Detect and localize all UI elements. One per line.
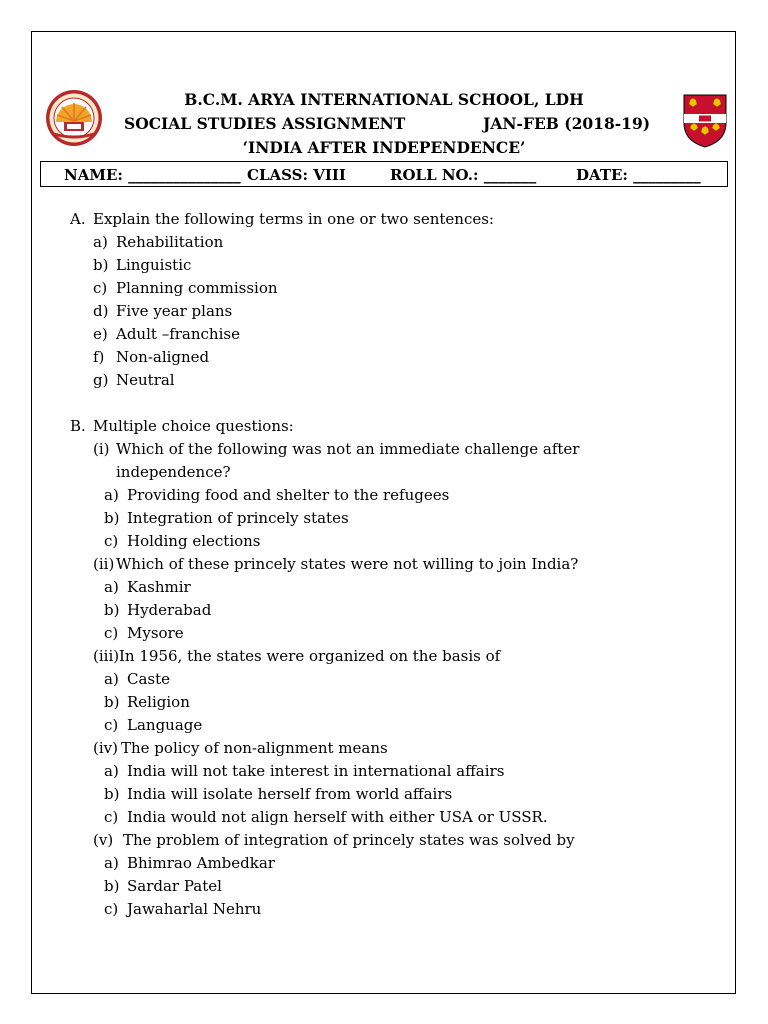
question-number: (i) bbox=[93, 440, 110, 458]
option-text: Hyderabad bbox=[127, 601, 212, 619]
option-text: Language bbox=[127, 716, 203, 734]
option-marker: a) bbox=[104, 578, 119, 596]
section-title: Explain the following terms in one or two sentences: bbox=[93, 210, 494, 228]
option bbox=[104, 808, 548, 826]
question-text: Which of these princely states were not willing to join India? bbox=[116, 555, 579, 573]
option-text: India would not align herself with either USA or USSR. bbox=[127, 808, 548, 826]
date-field[interactable]: DATE: _________ bbox=[576, 166, 701, 184]
option bbox=[104, 900, 261, 918]
option-marker: a) bbox=[104, 762, 119, 780]
term-text: Rehabilitation bbox=[116, 233, 224, 251]
term-text: Linguistic bbox=[116, 256, 192, 274]
list-item bbox=[93, 302, 232, 320]
section-letter: B. bbox=[70, 417, 86, 435]
option bbox=[104, 509, 349, 527]
option-text: Kashmir bbox=[127, 578, 191, 596]
option bbox=[104, 785, 452, 803]
question-number: (ii) bbox=[93, 555, 115, 573]
option bbox=[104, 624, 184, 642]
option-text: Integration of princely states bbox=[127, 509, 349, 527]
term-text: Adult –franchise bbox=[116, 325, 240, 343]
option-text: Religion bbox=[127, 693, 190, 711]
option bbox=[104, 578, 191, 596]
question-number: (iii) bbox=[93, 647, 120, 665]
assignment-title: SOCIAL STUDIES ASSIGNMENT bbox=[124, 114, 406, 133]
option-text: Holding elections bbox=[127, 532, 261, 550]
question bbox=[93, 739, 388, 757]
option bbox=[104, 693, 190, 711]
option bbox=[104, 877, 222, 895]
option-marker: b) bbox=[104, 693, 120, 711]
question-text: The policy of non-alignment means bbox=[121, 739, 388, 757]
question-text: Which of the following was not an immediate challenge after bbox=[116, 440, 580, 458]
option bbox=[104, 854, 275, 872]
topic-title: ‘INDIA AFTER INDEPENDENCE’ bbox=[242, 138, 526, 157]
section-title: Multiple choice questions: bbox=[93, 417, 294, 435]
option-text: Mysore bbox=[127, 624, 184, 642]
list-item bbox=[93, 233, 223, 251]
option-marker: b) bbox=[104, 509, 120, 527]
option bbox=[104, 486, 449, 504]
item-marker: b) bbox=[93, 256, 109, 274]
term-text: Neutral bbox=[116, 371, 175, 389]
option bbox=[104, 762, 504, 780]
option-text: Jawaharlal Nehru bbox=[127, 900, 262, 918]
option-marker: b) bbox=[104, 877, 120, 895]
item-marker: c) bbox=[93, 279, 108, 297]
option bbox=[104, 601, 211, 619]
option-text: Caste bbox=[127, 670, 171, 688]
class-label: CLASS: VIII bbox=[247, 166, 346, 184]
question-text-continued: independence? bbox=[116, 463, 231, 481]
session-label: JAN-FEB (2018-19) bbox=[483, 114, 651, 133]
question bbox=[93, 440, 579, 458]
option-marker: a) bbox=[104, 854, 119, 872]
list-item bbox=[93, 256, 191, 274]
section-a-heading bbox=[70, 210, 494, 228]
option bbox=[104, 670, 170, 688]
university-shield-icon bbox=[682, 93, 728, 149]
section-b-heading bbox=[70, 417, 294, 435]
option bbox=[104, 532, 261, 550]
list-item bbox=[93, 279, 278, 297]
option-marker: c) bbox=[104, 808, 119, 826]
question-text: The problem of integration of princely states was solved by bbox=[123, 831, 575, 849]
list-item bbox=[93, 348, 209, 366]
name-field[interactable]: NAME: _______________ bbox=[64, 166, 241, 184]
option-marker: c) bbox=[104, 900, 119, 918]
option-text: India will not take interest in international affairs bbox=[127, 762, 505, 780]
item-marker: d) bbox=[93, 302, 109, 320]
option bbox=[104, 716, 202, 734]
question bbox=[93, 555, 578, 573]
section-letter: A. bbox=[70, 210, 86, 228]
list-item bbox=[93, 371, 175, 389]
option-marker: c) bbox=[104, 624, 119, 642]
option-marker: c) bbox=[104, 716, 119, 734]
option-marker: a) bbox=[104, 670, 119, 688]
term-text: Five year plans bbox=[116, 302, 233, 320]
option-text: Bhimrao Ambedkar bbox=[127, 854, 275, 872]
term-text: Planning commission bbox=[116, 279, 278, 297]
option-marker: b) bbox=[104, 601, 120, 619]
option-marker: a) bbox=[104, 486, 119, 504]
question-number: (v) bbox=[93, 831, 114, 849]
item-marker: f) bbox=[93, 348, 105, 366]
option-marker: c) bbox=[104, 532, 119, 550]
question bbox=[93, 647, 500, 665]
question-text: In 1956, the states were organized on the basis of bbox=[119, 647, 501, 665]
school-name: B.C.M. ARYA INTERNATIONAL SCHOOL, LDH bbox=[184, 90, 584, 109]
list-item bbox=[93, 325, 240, 343]
roll-no-field[interactable]: ROLL NO.: _______ bbox=[390, 166, 537, 184]
option-text: India will isolate herself from world affairs bbox=[127, 785, 453, 803]
option-marker: b) bbox=[104, 785, 120, 803]
option-text: Sardar Patel bbox=[127, 877, 222, 895]
item-marker: a) bbox=[93, 233, 108, 251]
option-text: Providing food and shelter to the refugees bbox=[127, 486, 450, 504]
item-marker: e) bbox=[93, 325, 108, 343]
question-number: (iv) bbox=[93, 739, 118, 757]
question bbox=[93, 831, 575, 849]
term-text: Non-aligned bbox=[116, 348, 210, 366]
item-marker: g) bbox=[93, 371, 109, 389]
